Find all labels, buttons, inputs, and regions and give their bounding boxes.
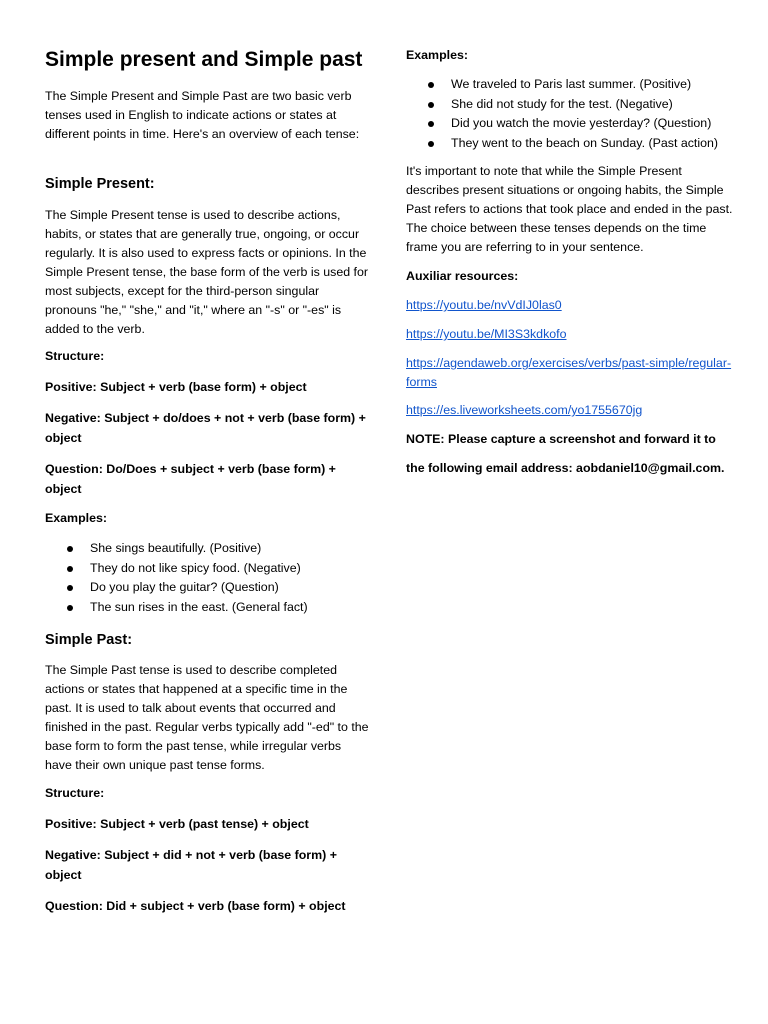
bullet-icon	[67, 566, 73, 572]
past-structure-label: Structure:	[45, 786, 105, 800]
resource-link-4[interactable]: https://es.liveworksheets.com/yo1755670jg	[406, 403, 643, 417]
present-positive-structure: Positive: Subject + verb (base form) + object	[45, 380, 307, 394]
note-line-1: NOTE: Please capture a screenshot and forward it to	[406, 432, 716, 446]
bullet-icon	[67, 546, 73, 552]
bullet-icon	[67, 605, 73, 611]
past-positive-structure: Positive: Subject + verb (past tense) + object	[45, 817, 309, 831]
simple-present-heading: Simple Present:	[45, 176, 155, 192]
bullet-icon	[428, 82, 434, 88]
bullet-icon	[428, 141, 434, 147]
resource-link-3[interactable]: https://agendaweb.org/exercises/verbs/past-simple/regular-forms	[406, 356, 732, 389]
list-item: Did you watch the movie yesterday? (Question)	[406, 114, 718, 134]
simple-past-heading: Simple Past:	[45, 632, 133, 648]
present-structure-label: Structure:	[45, 349, 105, 363]
list-item: Do you play the guitar? (Question)	[45, 578, 308, 598]
list-item: The sun rises in the east. (General fact)	[45, 598, 308, 618]
list-item: She sings beautifully. (Positive)	[45, 539, 308, 559]
past-examples-list	[406, 75, 718, 154]
list-item: They went to the beach on Sunday. (Past action)	[406, 134, 718, 154]
past-question-structure: Question: Did + subject + verb (base form) + object	[45, 899, 346, 913]
present-question-structure: Question: Do/Does + subject + verb (base form) + object	[45, 462, 336, 496]
bullet-icon	[428, 121, 434, 127]
present-examples-list	[45, 539, 308, 618]
bullet-icon	[67, 585, 73, 591]
intro-paragraph: The Simple Present and Simple Past are two basic verb tenses used in English to indicate actions or states at different points in time. Here's an overview of each tense:	[45, 89, 360, 141]
resource-link-2[interactable]: https://youtu.be/MI3S3kdkofo	[406, 327, 567, 341]
conclusion-paragraph: It's important to note that while the Simple Present describes present situations or ongoing habits, the Simple Past refers to actions that took place and ended in the past. The choice between these tenses depends on the time frame you are referring to in your sentence.	[406, 164, 733, 254]
list-item: She did not study for the test. (Negative)	[406, 95, 718, 115]
past-negative-structure: Negative: Subject + did + not + verb (base form) + object	[45, 848, 337, 882]
page-title: Simple present and Simple past	[45, 48, 363, 71]
simple-past-description: The Simple Past tense is used to describe completed actions or states that happened at a specific time in the past. It is used to talk about events that occurred and finished in the past. Regular verbs typically add "-ed" to the base form to form the past tense, while irregular verbs have their own unique past tense forms.	[45, 663, 369, 772]
bullet-icon	[428, 102, 434, 108]
note-line-2: the following email address: aobdaniel10@gmail.com.	[406, 461, 725, 475]
past-examples-label: Examples:	[406, 48, 468, 62]
simple-present-description: The Simple Present tense is used to describe actions, habits, or states that are generally true, ongoing, or occur regularly. It is also used to express facts or opinions. In the Simple Present tense, the base form of the verb is used for most subjects, except for the third-person singular pronouns "he," "she," and "it," where an "-s" or "-es" is added to the verb.	[45, 208, 369, 336]
present-negative-structure: Negative: Subject + do/does + not + verb (base form) + object	[45, 411, 366, 445]
resource-link-1[interactable]: https://youtu.be/nvVdIJ0las0	[406, 298, 562, 312]
present-examples-label: Examples:	[45, 511, 107, 525]
resources-label: Auxiliar resources:	[406, 269, 519, 283]
list-item: We traveled to Paris last summer. (Positive)	[406, 75, 718, 95]
list-item: They do not like spicy food. (Negative)	[45, 559, 308, 579]
